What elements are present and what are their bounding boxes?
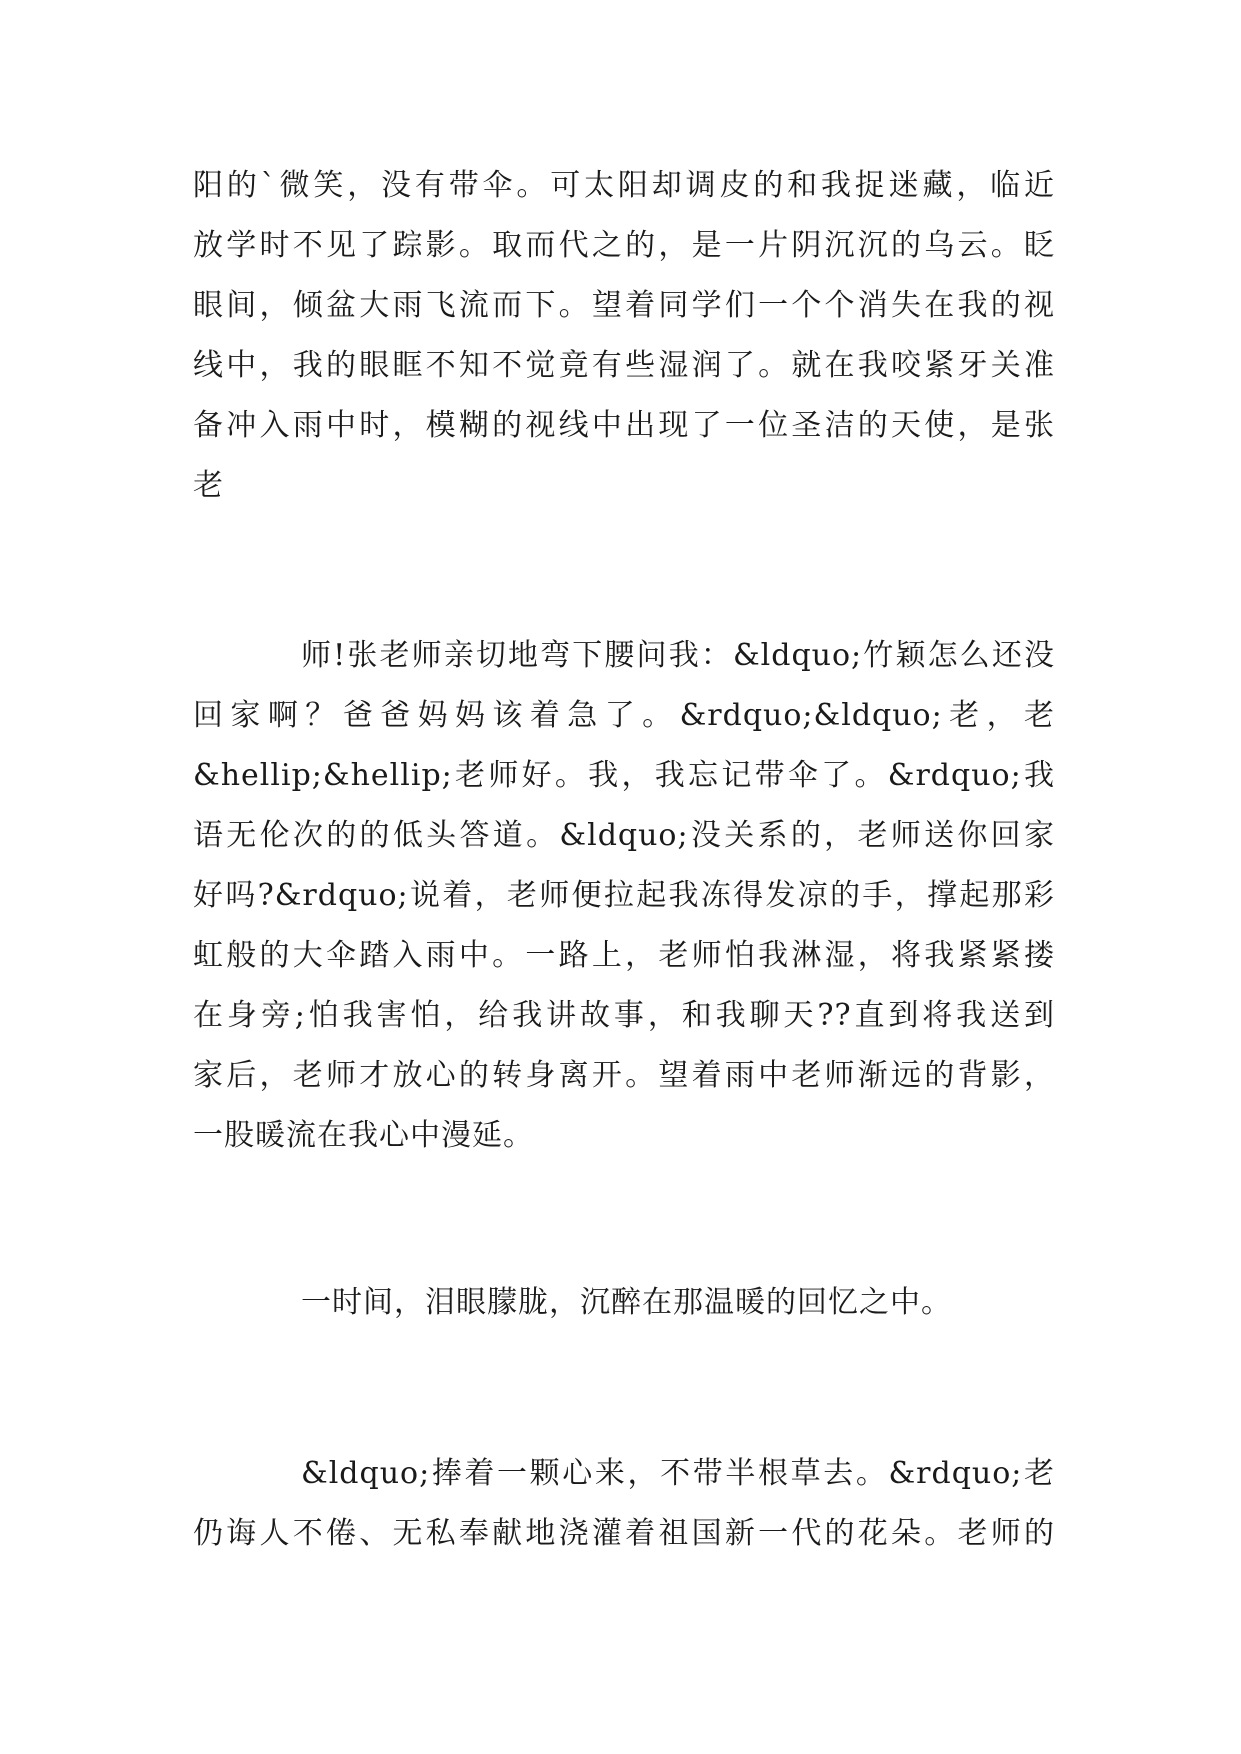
text-line: 师!张老师亲切地弯下腰问我：&ldquo;竹颖怎么还没	[301, 638, 1055, 673]
paragraph-3	[193, 1273, 1055, 1333]
text-line: &hellip;&hellip;老师好。我，我忘记带伞了。&rdquo;我	[193, 758, 1055, 793]
text-line: 备冲入雨中时，模糊的视线中出现了一位圣洁的天使，是张	[193, 408, 1055, 443]
text-line: 语无伦次的的低头答道。&ldquo;没关系的，老师送你回家	[193, 818, 1055, 853]
text-line: 家后，老师才放心的转身离开。望着雨中老师渐远的背影，	[193, 1058, 1055, 1093]
text-line: 一时间，泪眼朦胧，沉醉在那温暖的回忆之中。	[301, 1285, 952, 1320]
text-line: 回家啊？爸爸妈妈该着急了。&rdquo;&ldquo;老，老	[193, 698, 1055, 733]
paragraph-4	[193, 1444, 1055, 1564]
text-line: 一股暖流在我心中漫延。	[193, 1118, 534, 1153]
text-line: 眼间，倾盆大雨飞流而下。望着同学们一个个消失在我的视	[193, 288, 1055, 323]
text-line: 在身旁;怕我害怕，给我讲故事，和我聊天??直到将我送到	[193, 998, 1055, 1033]
text-line: 放学时不见了踪影。取而代之的，是一片阴沉沉的乌云。眨	[193, 228, 1055, 263]
paragraph-1	[193, 156, 1055, 516]
paragraph-2	[193, 626, 1055, 1166]
text-line: 好吗?&rdquo;说着，老师便拉起我冻得发凉的手，撑起那彩	[193, 878, 1055, 913]
text-line: 阳的`微笑，没有带伞。可太阳却调皮的和我捉迷藏，临近	[193, 168, 1055, 203]
text-line: 线中，我的眼眶不知不觉竟有些湿润了。就在我咬紧牙关准	[193, 348, 1055, 383]
text-line: 老	[193, 468, 224, 503]
text-line: 虹般的大伞踏入雨中。一路上，老师怕我淋湿，将我紧紧搂	[193, 938, 1055, 973]
text-line: &ldquo;捧着一颗心来，不带半根草去。&rdquo;老	[301, 1456, 1055, 1491]
text-line: 仍诲人不倦、无私奉献地浇灌着祖国新一代的花朵。老师的	[193, 1516, 1055, 1551]
